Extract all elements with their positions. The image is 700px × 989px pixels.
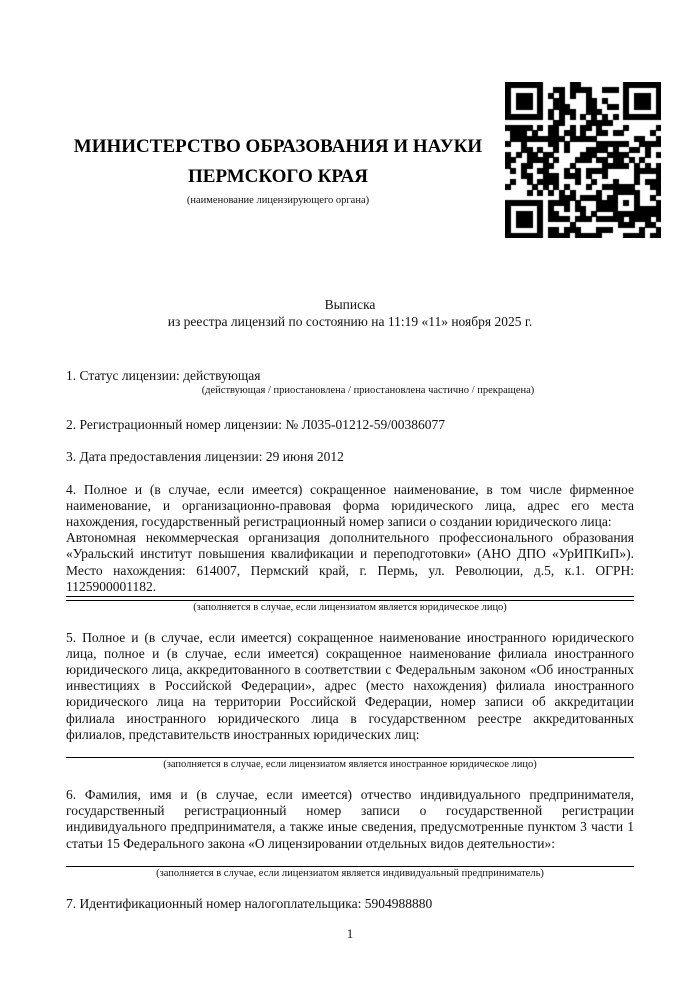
- legal-entity-question: 4. Полное и (в случае, если имеется) сокращенное наименование, в том числе фирменное наименование, и организационно-правовая форма юридического лица, адрес его места нахождения, государственный регистрационный номер записи о создании юридического лица:: [66, 481, 634, 530]
- item-registration-number: [66, 417, 634, 433]
- qr-code: [505, 82, 661, 238]
- legal-entity-caption: (заполняется в случае, если лицензиатом является юридическое лицо): [193, 601, 507, 613]
- license-status-caption: (действующая / приостановлена / приостановлена частично / прекращена): [201, 385, 535, 397]
- legal-entity-answer: Автономная некоммерческая организация дополнительного профессионального образования «Уральский институт повышения квалификации и переподготовки» (АНО ДПО «УрИПКиП»). Место нахождения: 614007, Пермский край, г. Пермь, ул. Революции, д.5, к.1. ОГРН: 1125900001182.: [66, 530, 634, 594]
- ministry-name: [66, 132, 490, 192]
- fill-line: [66, 596, 634, 597]
- item-license-date: [66, 449, 634, 465]
- foreign-entity-question: 5. Полное и (в случае, если имеется) сокращенное наименование иностранного юридического лица, полное и (в случае, если имеется) сокращенное наименование филиала иностранного юридического лица, аккредитованного в соответствии с Федеральным законом «Об иностранных инвестициях в Российской Федерации», адрес (место нахождения) филиала иностранного юридического лица на территории Российской Федерации, номер записи об аккредитации филиала иностранного юридического лица в государственном реестре аккредитованных филиалов, представительств иностранных юридических лиц:: [66, 629, 634, 742]
- item-license-status: [66, 368, 634, 397]
- ministry-name-line2: ПЕРМСКОГО КРАЯ: [188, 166, 368, 187]
- document-title: [66, 296, 634, 330]
- page-number: 1: [346, 926, 354, 941]
- document-title-line1: Выписка: [324, 297, 376, 312]
- foreign-entity-caption: (заполняется в случае, если лицензиатом является иностранное юридическое лицо): [163, 758, 537, 770]
- extract-items: [66, 368, 634, 912]
- item-legal-entity: [66, 482, 634, 614]
- item-taxpayer-number: [66, 896, 634, 912]
- licensing-authority-header: [66, 132, 490, 206]
- entrepreneur-question: 6. Фамилия, имя и (в случае, если имеется) отчество индивидуального предпринимателя, государственный регистрационный номер записи о государственной регистрации индивидуального предпринимателя, а также иные сведения, предусмотренные пунктом 3 части 1 статьи 15 Федерального закона «О лицензировании отдельных видов деятельности»:: [66, 786, 634, 851]
- document-title-line2: из реестра лицензий по состоянию на 11:19 «11» ноября 2025 г.: [167, 314, 533, 329]
- ministry-name-line1: МИНИСТЕРСТВО ОБРАЗОВАНИЯ И НАУКИ: [73, 136, 483, 157]
- registration-number-text: 2. Регистрационный номер лицензии: № Л035-01212-59/00386077: [66, 417, 446, 433]
- entrepreneur-caption: (заполняется в случае, если лицензиатом является индивидуальный предприниматель): [156, 867, 544, 879]
- license-status-text: 1. Статус лицензии: действующая: [66, 368, 261, 383]
- licensing-authority-caption: (наименование лицензирующего органа): [186, 195, 370, 206]
- item-foreign-entity: [66, 630, 634, 771]
- license-date-text: 3. Дата предоставления лицензии: 29 июня 2012: [66, 449, 344, 465]
- taxpayer-number-text: 7. Идентификационный номер налогоплательщика: 5904988880: [66, 895, 433, 911]
- item-individual-entrepreneur: [66, 787, 634, 880]
